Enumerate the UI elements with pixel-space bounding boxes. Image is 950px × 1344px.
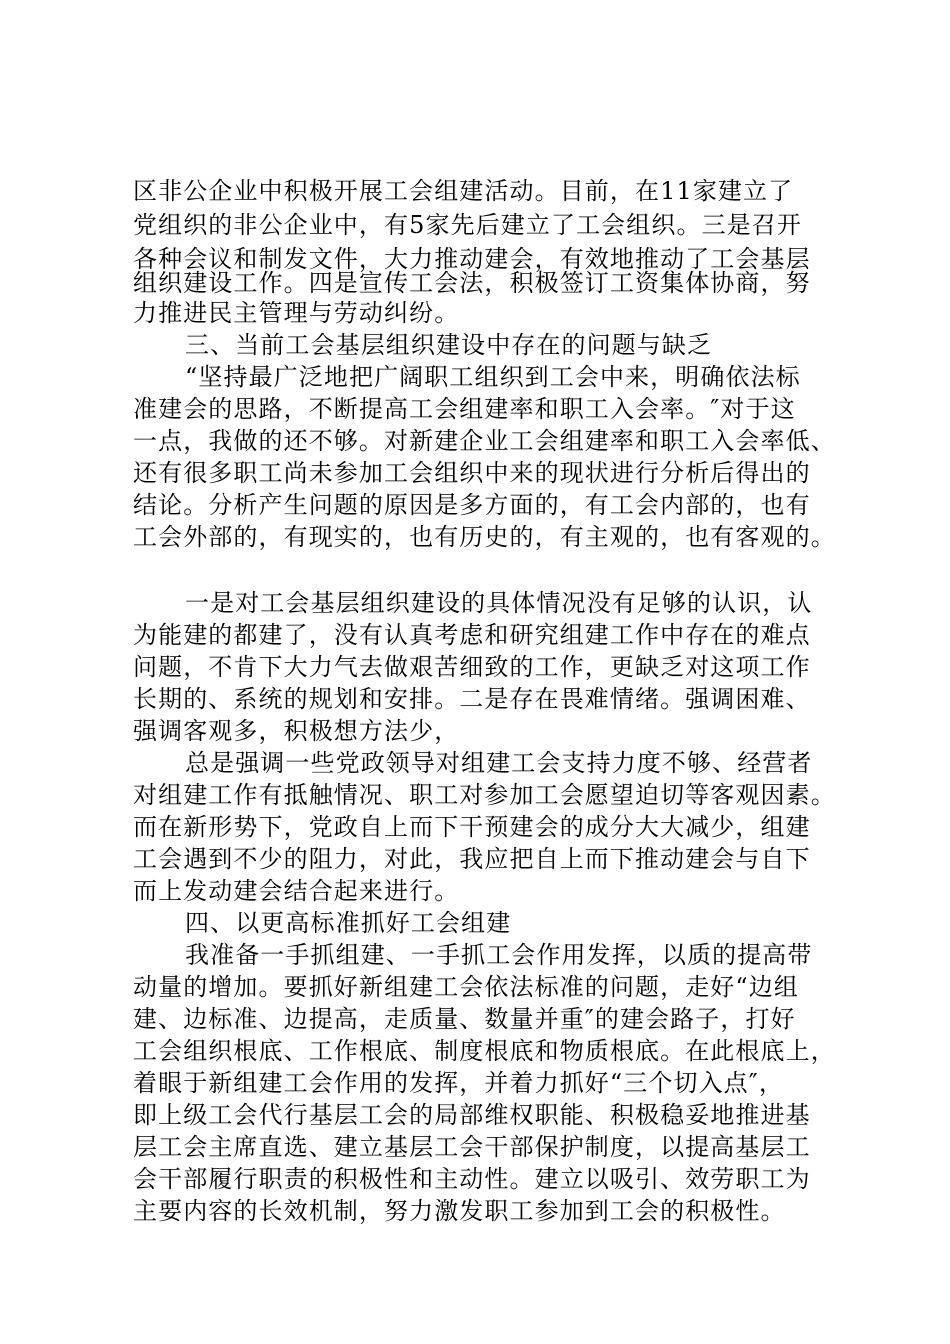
text-line: 一点，我做的还不够。对新建企业工会组建率和职工入会率低、: [133, 427, 836, 455]
text-line: 而在新形势下，党政自上而下干预建会的成分大大减少，组建: [133, 813, 811, 841]
text-line: 长期的、系统的规划和安排。二是存在畏难情绪。强调困难、: [133, 685, 811, 713]
text-line: 问题，不肯下大力气去做艰苦细致的工作，更缺乏对这项工作: [133, 653, 811, 681]
text-line: 各种会议和制发文件，大力推动建会，有效地推动了工会基层: [133, 245, 811, 273]
text-line: 区非公企业中积极开展工会组建活动。目前，在11家建立了: [133, 177, 794, 205]
text-line: 强调客观多，积极想方法少，: [133, 717, 460, 745]
text-line: 而上发动建会结合起来进行。: [133, 877, 460, 905]
text-line: 对组建工作有抵触情况、职工对参加工会愿望迫切等客观因素。: [133, 781, 836, 809]
text-line: 一是对工会基层组织建设的具体情况没有足够的认识，认: [185, 589, 813, 617]
section-heading: 四、以更高标准抓好工会组建: [185, 909, 512, 937]
text-line: 工会外部的，有现实的，也有历史的，有主观的，也有客观的。: [133, 523, 836, 551]
section-heading: 三、当前工会基层组织建设中存在的问题与缺乏: [185, 331, 713, 359]
text-line: 为能建的都建了，没有认真考虑和研究组建工作中存在的难点: [133, 621, 811, 649]
text-line: 动量的增加。要抓好新组建工会依法标准的问题，走好“边组: [133, 973, 799, 1001]
text-line: 党组织的非公企业中，有5家先后建立了工会组织。三是召开: [133, 211, 802, 239]
text-line: 着眼于新组建工会作用的发挥，并着力抓好“三个切入点″，: [133, 1069, 784, 1097]
text-line: 总是强调一些党政领导对组建工会支持力度不够、经营者: [185, 749, 813, 777]
text-line: “坚持最广泛地把广阔职工组织到工会中来，明确依法标: [185, 363, 801, 391]
text-line: 工会遇到不少的阻力，对此，我应把自上而下推动建会与自下: [133, 845, 811, 873]
text-line: 会干部履行职责的积极性和主动性。建立以吸引、效劳职工为: [133, 1165, 811, 1193]
text-line: 工会组织根底、工作根底、制度根底和物质根底。在此根底上，: [133, 1037, 836, 1065]
text-line: 建、边标准、边提高，走质量、数量并重″的建会路子，打好: [133, 1005, 796, 1033]
text-line: 还有很多职工尚未参加工会组织中来的现状进行分析后得出的: [133, 459, 811, 487]
text-line: 主要内容的长效机制，努力激发职工参加到工会的积极性。: [133, 1197, 786, 1225]
text-line: 力推进民主管理与劳动纠纷。: [133, 299, 460, 327]
text-line: 组织建设工作。四是宣传工会法，积极签订工资集体协商，努: [133, 269, 811, 297]
text-line: 层工会主席直选、建立基层工会干部保护制度，以提高基层工: [133, 1133, 811, 1161]
text-line: 即上级工会代行基层工会的局部维权职能、积极稳妥地推进基: [133, 1101, 811, 1129]
text-line: 我准备一手抓组建、一手抓工会作用发挥，以质的提高带: [185, 941, 813, 969]
text-line: 准建会的思路，不断提高工会组建率和职工入会率。″对于这: [133, 395, 796, 423]
text-line: 结论。分析产生问题的原因是多方面的，有工会内部的，也有: [133, 491, 811, 519]
